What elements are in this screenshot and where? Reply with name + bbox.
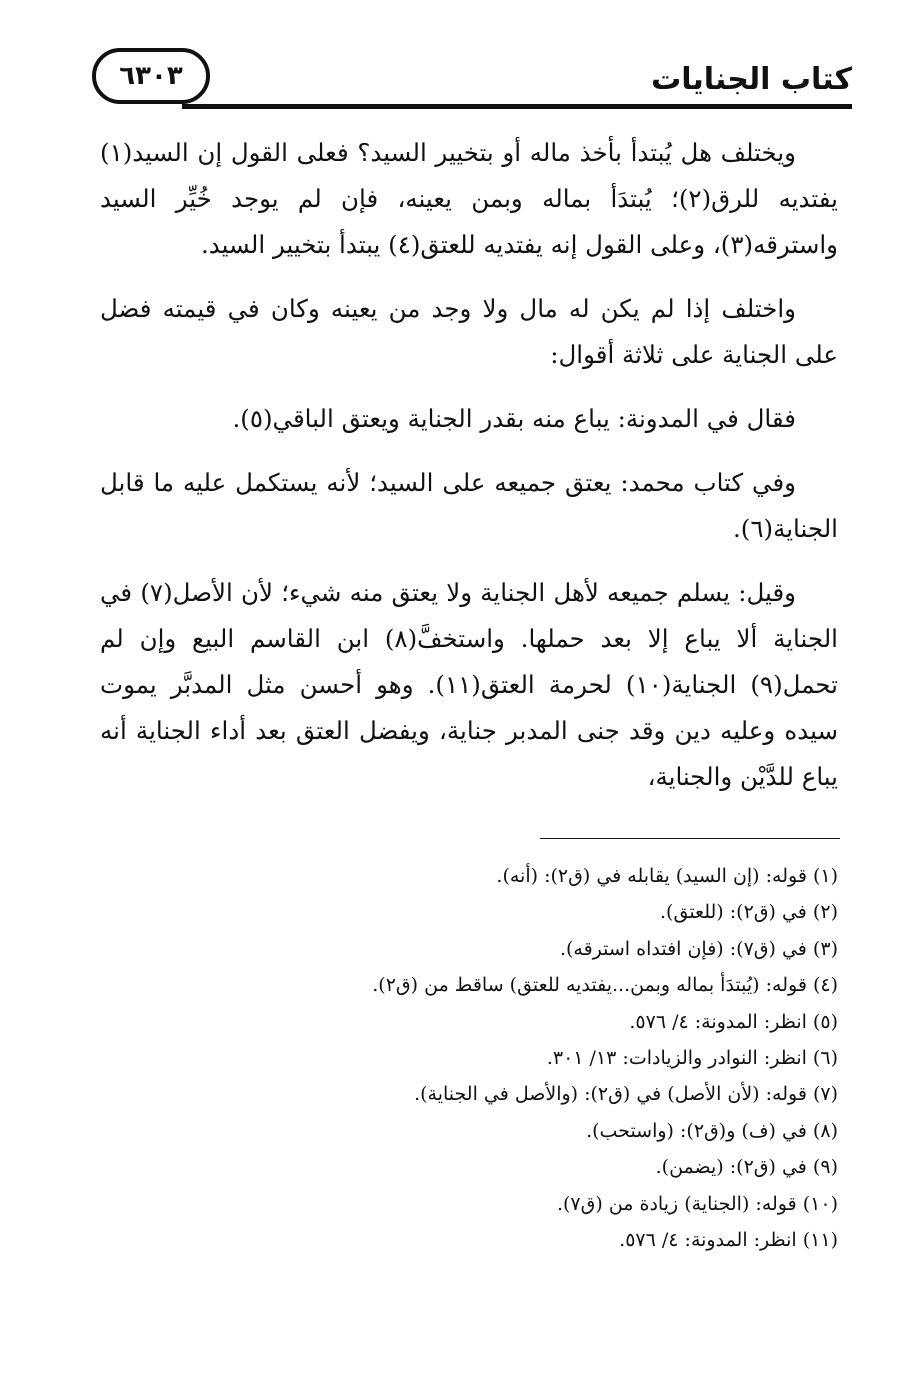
footnote: (٩) في (ق٢): (يضمن). bbox=[655, 1156, 838, 1179]
paragraph: فقال في المدونة: يباع منه بقدر الجناية ويعتق الباقي(٥). bbox=[232, 404, 796, 433]
header-rule bbox=[182, 104, 852, 109]
footnote: (٨) في (ف) و(ق٢): (واستحب). bbox=[586, 1119, 838, 1142]
book-title: كتاب الجنايات bbox=[651, 62, 852, 97]
footnote: (٢) في (ق٢): (للعتق). bbox=[660, 901, 838, 924]
footnote: (١٠) قوله: (الجناية) زيادة من (ق٧). bbox=[556, 1192, 838, 1215]
paragraph: واختلف إذا لم يكن له مال ولا وجد من يعينه وكان في قيمته فضل على الجناية على ثلاثة أقوال: bbox=[100, 294, 838, 369]
footnote-separator bbox=[540, 838, 840, 839]
footnote: (٥) انظر: المدونة: ٤/ ٥٧٦. bbox=[629, 1010, 838, 1033]
footnote: (١) قوله: (إن السيد) يقابله في (ق٢): (أنه). bbox=[496, 865, 838, 887]
page-header bbox=[92, 44, 852, 116]
paragraph: ويختلف هل يُبتدأ بأخذ ماله أو بتخيير السيد؟ فعلى القول إن السيد(١) يفتديه للرق(٢)؛ يُبتدَأ بماله وبمن يعينه، فإن لم يوجد خُيِّر السيد واسترقه(٣)، وعلى القول إنه يفتديه للعتق(٤) يبتدأ بتخيير السيد. bbox=[100, 138, 839, 259]
footnote: (١١) انظر: المدونة: ٤/ ٥٧٦. bbox=[619, 1229, 838, 1252]
footnote: (٧) قوله: (لأن الأصل) في (ق٢): (والأصل في الجناية). bbox=[414, 1083, 838, 1106]
paragraph: وقيل: يسلم جميعه لأهل الجناية ولا يعتق منه شيء؛ لأن الأصل(٧) في الجناية ألا يباع إلا بعد حملها. واستخفَّ(٨) ابن القاسم البيع وإن لم تحمل(٩) الجناية(١٠) لحرمة العتق(١١). وهو أحسن مثل المدبَّر يموت سيده وعليه دين وقد جنى المدبر جناية، ويفضل العتق بعد أداء الجناية أنه يباع للدَّيْن والجناية، bbox=[100, 578, 838, 791]
main-text bbox=[100, 130, 838, 818]
footnote: (٤) قوله: (يُبتدَأ بماله وبمن...يفتديه للعتق) ساقط من (ق٢). bbox=[372, 974, 838, 997]
footnotes bbox=[100, 858, 838, 1258]
footnote: (٣) في (ق٧): (فإن افتداه استرقه). bbox=[559, 937, 838, 960]
paragraph: وفي كتاب محمد: يعتق جميعه على السيد؛ لأنه يستكمل عليه ما قابل الجناية(٦). bbox=[100, 468, 838, 543]
footnote: (٦) انظر: النوادر والزيادات: ١٣/ ٣٠١. bbox=[546, 1047, 838, 1070]
page-number: ٦٣٠٣ bbox=[92, 48, 210, 104]
